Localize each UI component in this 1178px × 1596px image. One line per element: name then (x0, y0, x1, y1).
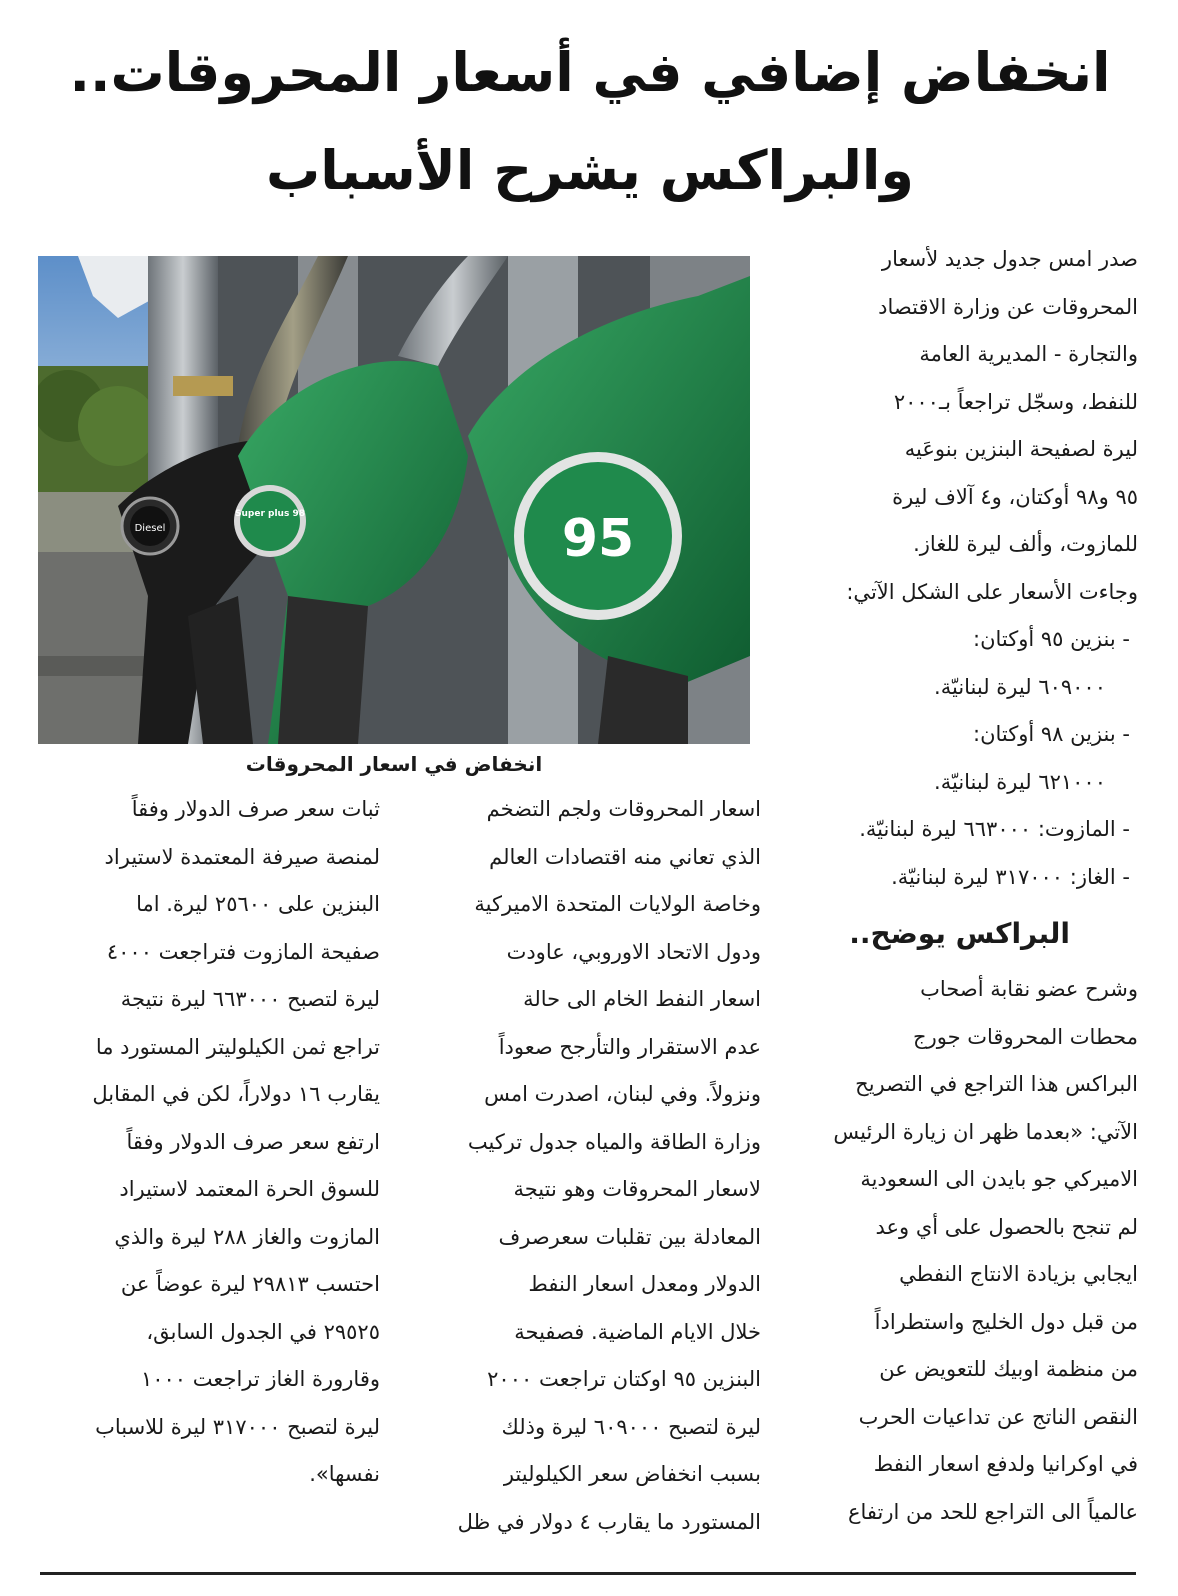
body-line: ٢٩٥٢٥ في الجدول السابق، (146, 1319, 380, 1344)
body-line: الاميركي جو بايدن الى السعودية (860, 1167, 1138, 1191)
intro-line: وجاءت الأسعار على الشكل الآتي: (846, 579, 1138, 604)
headline-line-1: انخفاض إضافي في أسعار المحروقات.. (69, 41, 1111, 104)
body-line: محطات المحروقات جورج (913, 1024, 1138, 1049)
fuel-nozzles-photo (38, 256, 750, 744)
intro-line: والتجارة - المديرية العامة (919, 342, 1138, 366)
body-line: ونزولاً. وفي لبنان، اصدرت امس (484, 1082, 761, 1106)
sub-heading: البراكس يوضح.. (849, 917, 1070, 950)
body-line: ودول الاتحاد الاوروبي، عاودت (506, 939, 761, 964)
column-left (38, 786, 380, 1499)
body-line: اسعار النفط الخام الى حالة (523, 987, 761, 1011)
price-label-petrol-98: - بنزين ٩٨ أوكتان: (973, 722, 1130, 746)
column-right-intro (792, 236, 1138, 901)
body-line: تراجع ثمن الكيلوليتر المستورد ما (95, 1034, 380, 1059)
body-line: عدم الاستقرار والتأرجح صعوداً (498, 1034, 761, 1059)
body-line: وزارة الطاقة والمياه جدول تركيب (467, 1129, 761, 1154)
body-line: لاسعار المحروقات وهو نتيجة (513, 1177, 761, 1201)
body-line: الذي تعاني منه اقتصادات العالم (489, 844, 761, 869)
body-line: يقارب ١٦ دولاراً، لكن في المقابل (92, 1082, 380, 1106)
body-line: نفسها». (309, 1462, 380, 1486)
price-gas: - الغاز: ٣١٧٠٠٠ ليرة لبنانيّة. (891, 864, 1130, 889)
body-line: البراكس هذا التراجع في التصريح (855, 1072, 1138, 1096)
intro-line: للنفط، وسجّل تراجعاً بـ٢٠٠٠ (893, 389, 1138, 414)
intro-line: المحروقات عن وزارة الاقتصاد (878, 294, 1138, 319)
body-line: المعادلة بين تقلبات سعرصرف (498, 1224, 761, 1249)
body-line: ليرة لتصبح ٦٦٣٠٠٠ ليرة نتيجة (120, 987, 380, 1011)
body-line: من منظمة اوبيك للتعويض عن (879, 1357, 1138, 1381)
body-line: ايجابي بزيادة الانتاج النفطي (899, 1262, 1138, 1286)
price-value-petrol-95: ٦٠٩٠٠٠ ليرة لبنانيّة. (934, 674, 1106, 699)
bottom-rule (40, 1572, 1136, 1575)
column-right-continued (792, 966, 1138, 1536)
body-line: اسعار المحروقات ولجم التضخم (486, 797, 761, 821)
body-line: في اوكرانيا ولدفع اسعار النفط (873, 1452, 1138, 1476)
body-line: للسوق الحرة المعتمد لاستيراد (119, 1177, 380, 1201)
body-line: احتسب ٢٩٨١٣ ليرة عوضاً عن (120, 1272, 380, 1296)
body-line: ليرة لتصبح ٣١٧٠٠٠ ليرة للاسباب (95, 1414, 380, 1439)
body-line: وقارورة الغاز تراجعت ١٠٠٠ (140, 1367, 380, 1391)
body-line: بسبب انخفاض سعر الكيلوليتر (503, 1462, 761, 1486)
body-line: البنزين ٩٥ اوكتان تراجعت ٢٠٠٠ (487, 1367, 761, 1391)
body-line: عالمياً الى التراجع للحد من ارتفاع (847, 1499, 1138, 1524)
body-line: خلال الايام الماضية. فصفيحة (514, 1319, 761, 1344)
body-line: وخاصة الولايات المتحدة الاميركية (474, 892, 761, 916)
body-line: ثبات سعر صرف الدولار وفقاً (131, 797, 380, 821)
body-line: الدولار ومعدل اسعار النفط (528, 1272, 761, 1296)
body-line: البنزين على ٢٥٦٠٠ ليرة. اما (136, 892, 380, 916)
body-line: لمنصة صيرفة المعتمدة لاستيراد (104, 844, 380, 869)
body-line: ليرة لتصبح ٦٠٩٠٠٠ ليرة وذلك (501, 1414, 761, 1439)
body-line: لم تنجح بالحصول على أي وعد (875, 1214, 1138, 1239)
body-line: ارتفع سعر صرف الدولار وفقاً (126, 1129, 380, 1154)
body-line: صفيحة المازوت فتراجعت ٤٠٠٠ (106, 939, 380, 964)
photo-caption: انخفاض في اسعار المحروقات (245, 752, 543, 776)
body-line: من قبل دول الخليج واستطراداً (874, 1309, 1138, 1334)
headline-line-2: والبراكس يشرح الأسباب (266, 139, 914, 202)
intro-line: ليرة لصفيحة البنزين بنوعَيه (904, 437, 1138, 461)
body-line: المستورد ما يقارب ٤ دولار في ظل (457, 1509, 761, 1534)
nozzle-label-98: Super plus 98 (235, 509, 305, 519)
price-diesel: - المازوت: ٦٦٣٠٠٠ ليرة لبنانيّة. (859, 817, 1130, 841)
intro-line: صدر امس جدول جديد لأسعار (881, 247, 1138, 271)
intro-line: للمازوت، وألف ليرة للغاز. (913, 532, 1138, 556)
nozzle-label-diesel: Diesel (134, 523, 166, 534)
price-label-petrol-95: - بنزين ٩٥ أوكتان: (973, 627, 1130, 651)
body-line: الآتي: «بعدما ظهر ان زيارة الرئيس (833, 1119, 1138, 1144)
nozzle-label-95: 95 (561, 509, 635, 569)
price-value-petrol-98: ٦٢١٠٠٠ ليرة لبنانيّة. (934, 769, 1106, 794)
body-line: وشرح عضو نقابة أصحاب (920, 977, 1138, 1001)
column-middle (413, 786, 761, 1546)
body-line: النقص الناتج عن تداعيات الحرب (858, 1404, 1138, 1429)
intro-line: ٩٥ و٩٨ أوكتان، و٤ آلاف ليرة (892, 484, 1138, 509)
body-line: المازوت والغاز ٢٨٨ ليرة والذي (114, 1224, 380, 1249)
